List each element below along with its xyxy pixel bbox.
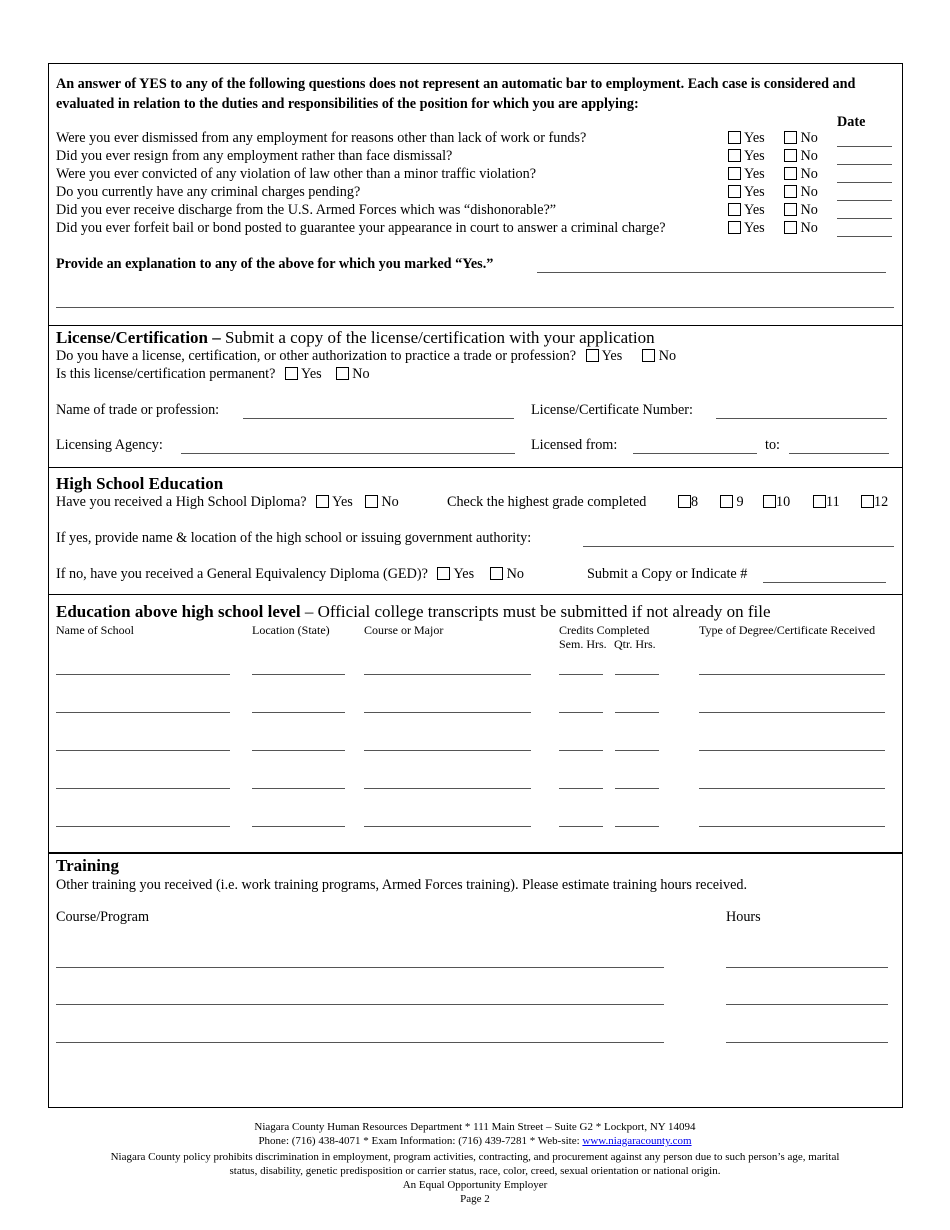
sem-hrs-field[interactable] [559, 788, 603, 789]
date-field[interactable] [837, 164, 892, 165]
yes-checkbox[interactable] [728, 131, 741, 144]
grade-checkbox[interactable] [813, 495, 826, 508]
course-field[interactable] [364, 788, 531, 789]
yes-checkbox[interactable] [285, 367, 298, 380]
degree-field[interactable] [699, 712, 885, 713]
footer-contact: Phone: (716) 438-4071 * Exam Information: (716) 439-7281 * Web-site: www.niagaracounty.com [258, 1135, 692, 1147]
degree-field[interactable] [699, 674, 885, 675]
question-4: Do you currently have any criminal charges pending? [56, 184, 361, 200]
license-q1: Do you have a license, certification, or other authorization to practice a trade or profession? Yes No [56, 348, 677, 364]
grade-11: 11 [813, 494, 840, 511]
question-1: Were you ever dismissed from any employment for reasons other than lack of work or funds? [56, 130, 587, 146]
license-q2: Is this license/certification permanent? Yes No [56, 366, 370, 382]
qtr-hrs-field[interactable] [615, 674, 659, 675]
section-divider [48, 594, 903, 595]
grade-8: 8 [678, 494, 698, 511]
yes-no-row: Yes [728, 184, 765, 201]
licensed-from-field[interactable] [633, 453, 757, 454]
no-option: No [784, 130, 818, 147]
ged-number-field[interactable] [763, 582, 886, 583]
grade-9: 9 [720, 494, 744, 511]
location-field[interactable] [252, 826, 345, 827]
grade-10: 10 [763, 494, 790, 511]
no-option: No [784, 220, 818, 237]
high-school-heading: High School Education [56, 474, 224, 493]
license-heading-row [56, 328, 655, 348]
higher-ed-heading: Education above high school level [56, 602, 301, 621]
hs-location-field[interactable] [583, 546, 894, 547]
yes-no-row: Yes [728, 130, 765, 147]
yes-no-row: Yes [728, 220, 765, 237]
degree-field[interactable] [699, 788, 885, 789]
question-3: Were you ever convicted of any violation of law other than a minor traffic violation? [56, 166, 537, 182]
col-location: Location (State) [252, 623, 330, 637]
school-field[interactable] [56, 826, 230, 827]
school-field[interactable] [56, 712, 230, 713]
col-course: Course or Major [364, 623, 444, 637]
sem-hrs-field[interactable] [559, 674, 603, 675]
explanation-label: Provide an explanation to any of the above for which you marked “Yes.” [56, 256, 494, 272]
no-checkbox[interactable] [784, 221, 797, 234]
yes-checkbox[interactable] [728, 221, 741, 234]
date-field[interactable] [837, 218, 892, 219]
date-field[interactable] [837, 146, 892, 147]
qtr-hrs-field[interactable] [615, 712, 659, 713]
training-hours-field[interactable] [726, 967, 888, 968]
yes-checkbox[interactable] [437, 567, 450, 580]
sem-hrs-field[interactable] [559, 826, 603, 827]
grade-checkbox[interactable] [678, 495, 691, 508]
no-checkbox[interactable] [642, 349, 655, 362]
date-field[interactable] [837, 182, 892, 183]
col-course-program: Course/Program [56, 909, 149, 925]
course-field[interactable] [364, 674, 531, 675]
no-option: No [784, 184, 818, 201]
col-hours: Hours [726, 909, 761, 925]
no-option: No [784, 166, 818, 183]
questions-intro: An answer of YES to any of the following questions does not represent an automatic bar to employment. Each case is considered and evaluated in relation to the duties and responsibilities of the position for which you are applying: [56, 76, 856, 112]
trade-label: Name of trade or profession: [56, 402, 220, 418]
date-header: Date [837, 114, 866, 130]
no-checkbox[interactable] [784, 131, 797, 144]
license-subheading: Submit a copy of the license/certification with your application [220, 328, 655, 347]
licensed-from-label: Licensed from: [531, 437, 618, 453]
qtr-hrs-field[interactable] [615, 750, 659, 751]
grade-checkbox[interactable] [861, 495, 874, 508]
no-checkbox[interactable] [784, 167, 797, 180]
qtr-hrs-field[interactable] [615, 826, 659, 827]
training-hours-field[interactable] [726, 1004, 888, 1005]
license-number-label: License/Certificate Number: [531, 402, 693, 418]
no-checkbox[interactable] [336, 367, 349, 380]
no-checkbox[interactable] [784, 149, 797, 162]
location-field[interactable] [252, 750, 345, 751]
section-divider [48, 467, 903, 468]
license-heading: License/Certification – [56, 328, 221, 347]
hs-location-label: If yes, provide name & location of the high school or issuing government authority: [56, 530, 532, 546]
yes-no-row: Yes [728, 202, 765, 219]
no-checkbox[interactable] [784, 203, 797, 216]
training-course-field[interactable] [56, 967, 664, 968]
date-field[interactable] [837, 200, 892, 201]
question-2: Did you ever resign from any employment rather than face dismissal? [56, 148, 453, 164]
training-course-field[interactable] [56, 1042, 664, 1043]
yes-checkbox[interactable] [728, 185, 741, 198]
col-credits: Credits Completed [559, 623, 650, 637]
section-divider [48, 852, 903, 854]
yes-checkbox[interactable] [316, 495, 329, 508]
yes-checkbox[interactable] [728, 167, 741, 180]
location-field[interactable] [252, 674, 345, 675]
trade-field[interactable] [243, 418, 514, 419]
license-number-field[interactable] [716, 418, 887, 419]
diploma-question: Have you received a High School Diploma? Yes No [56, 494, 399, 510]
ged-question: If no, have you received a General Equivalency Diploma (GED)? Yes No [56, 566, 524, 582]
col-school: Name of School [56, 623, 134, 637]
grade-12: 12 [861, 494, 888, 511]
footer-policy-2: status, disability, genetic predisposition or carrier status, race, color, creed, sexual orientation or national origin. [229, 1165, 721, 1177]
yes-checkbox[interactable] [728, 149, 741, 162]
higher-ed-subheading: – Official college transcripts must be submitted if not already on file [300, 602, 771, 621]
no-checkbox[interactable] [365, 495, 378, 508]
training-heading: Training [56, 856, 119, 875]
training-hours-field[interactable] [726, 1042, 888, 1043]
no-option: No [784, 202, 818, 219]
agency-field[interactable] [181, 453, 515, 454]
licensed-to-label: to: [765, 437, 780, 453]
grade-label: Check the highest grade completed [447, 494, 647, 510]
yes-checkbox[interactable] [728, 203, 741, 216]
explanation-field[interactable] [537, 272, 886, 273]
col-degree: Type of Degree/Certificate Received [699, 623, 876, 637]
footer-eoe: An Equal Opportunity Employer [402, 1179, 548, 1191]
training-description: Other training you received (i.e. work training programs, Armed Forces training). Please estimate training hours received. [56, 877, 748, 893]
ged-copy-label: Submit a Copy or Indicate # [587, 566, 748, 582]
course-field[interactable] [364, 826, 531, 827]
qtr-hrs-field[interactable] [615, 788, 659, 789]
explanation-field-2[interactable] [56, 307, 894, 308]
agency-label: Licensing Agency: [56, 437, 163, 453]
school-field[interactable] [56, 674, 230, 675]
no-checkbox[interactable] [490, 567, 503, 580]
higher-ed-heading-row [56, 602, 771, 622]
yes-no-row: Yes [728, 148, 765, 165]
date-field[interactable] [837, 236, 892, 237]
location-field[interactable] [252, 788, 345, 789]
grade-checkbox[interactable] [763, 495, 776, 508]
yes-no-row: Yes [728, 166, 765, 183]
section-divider [48, 325, 903, 326]
grade-checkbox[interactable] [720, 495, 733, 508]
course-field[interactable] [364, 750, 531, 751]
school-field[interactable] [56, 788, 230, 789]
page-number: Page 2 [460, 1193, 490, 1205]
footer-policy-1: Niagara County policy prohibits discrimination in employment, program activities, contracting, and procurement against any person due to such person’s age, marital [110, 1151, 840, 1163]
course-field[interactable] [364, 712, 531, 713]
location-field[interactable] [252, 712, 345, 713]
degree-field[interactable] [699, 826, 885, 827]
sem-hrs-field[interactable] [559, 750, 603, 751]
question-5: Did you ever receive discharge from the U.S. Armed Forces which was “dishonorable?” [56, 202, 557, 218]
question-6: Did you ever forfeit bail or bond posted to guarantee your appearance in court to answer a criminal charge? [56, 220, 666, 236]
school-field[interactable] [56, 750, 230, 751]
no-checkbox[interactable] [784, 185, 797, 198]
no-option: No [784, 148, 818, 165]
col-sem: Sem. Hrs. [559, 637, 607, 651]
website-link[interactable]: www.niagaracounty.com [582, 1135, 692, 1147]
footer-address: Niagara County Human Resources Department * 111 Main Street – Suite G2 * Lockport, NY 14094 [254, 1121, 696, 1133]
degree-field[interactable] [699, 750, 885, 751]
yes-checkbox[interactable] [586, 349, 599, 362]
training-course-field[interactable] [56, 1004, 664, 1005]
sem-hrs-field[interactable] [559, 712, 603, 713]
licensed-to-field[interactable] [789, 453, 889, 454]
col-qtr: Qtr. Hrs. [614, 637, 656, 651]
